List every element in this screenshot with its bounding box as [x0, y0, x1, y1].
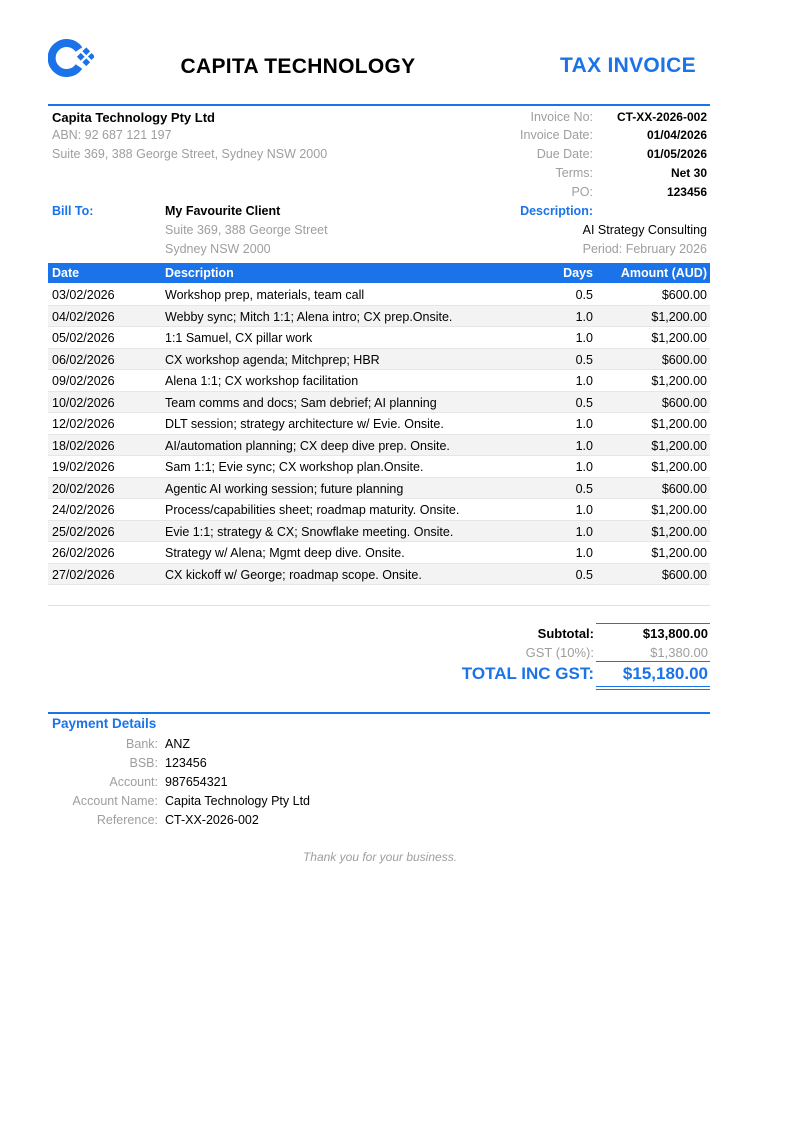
- terms-value: Net 30: [670, 166, 707, 180]
- total-double-rule: [596, 686, 710, 690]
- po-label: PO:: [571, 185, 593, 199]
- seller-name: Capita Technology Pty Ltd: [52, 110, 215, 125]
- reference-value: CT-XX-2026-002: [165, 813, 259, 827]
- payment-divider: [48, 712, 710, 714]
- client-address-line2: Sydney NSW 2000: [165, 242, 271, 256]
- row-days: 0.5: [575, 567, 593, 582]
- bank-label: Bank:: [126, 737, 158, 751]
- header-description: Description: [165, 266, 234, 280]
- account-label: Account:: [109, 775, 158, 789]
- row-amount: $1,200.00: [651, 417, 707, 431]
- account-value: 987654321: [165, 775, 228, 789]
- account-name-value: Capita Technology Pty Ltd: [165, 794, 311, 808]
- table-row: [48, 478, 710, 500]
- subtotal-value: $13,800.00: [642, 626, 708, 641]
- row-date: 12/02/2026: [52, 417, 115, 431]
- payment-details-title: Payment Details: [52, 716, 157, 731]
- row-date: 05/02/2026: [52, 331, 115, 345]
- table-row: [48, 564, 710, 586]
- row-date: 09/02/2026: [52, 374, 115, 388]
- row-amount: $1,200.00: [651, 546, 707, 560]
- row-date: 24/02/2026: [52, 503, 115, 517]
- row-days: 1.0: [575, 309, 593, 324]
- row-description: Team comms and docs; Sam debrief; AI planning: [165, 395, 437, 410]
- row-amount: $1,200.00: [651, 438, 707, 453]
- row-amount: $1,200.00: [651, 460, 707, 474]
- row-description: CX workshop agenda; Mitchprep; HBR: [165, 352, 380, 367]
- row-days: 1.0: [575, 374, 593, 388]
- table-row: [48, 392, 710, 414]
- table-row: [48, 542, 710, 564]
- account-name-label: Account Name:: [72, 794, 158, 808]
- subtotal-label: Subtotal:: [537, 626, 594, 641]
- table-row: [48, 413, 710, 435]
- table-row: [48, 370, 710, 392]
- row-amount: $600.00: [661, 567, 707, 582]
- seller-address: Suite 369, 388 George Street, Sydney NSW 2000: [52, 147, 328, 161]
- row-date: 04/02/2026: [52, 309, 115, 324]
- row-amount: $1,200.00: [651, 331, 707, 345]
- row-amount: $600.00: [661, 395, 707, 410]
- row-days: 1.0: [575, 460, 593, 474]
- invoice-no-label: Invoice No:: [530, 110, 593, 124]
- row-description: Evie 1:1; strategy & CX; Snowflake meeting. Onsite.: [165, 524, 454, 539]
- row-amount: $1,200.00: [651, 524, 707, 539]
- due-date-value: 01/05/2026: [646, 147, 707, 161]
- line-items-header: [48, 263, 710, 283]
- gst-label: GST (10%):: [525, 645, 594, 660]
- invoice-no-value: CT-XX-2026-002: [616, 110, 707, 124]
- row-amount: $1,200.00: [651, 309, 707, 324]
- table-row: [48, 499, 710, 521]
- client-name: My Favourite Client: [165, 204, 281, 218]
- table-row: [48, 456, 710, 478]
- bank-value: ANZ: [165, 737, 190, 751]
- table-end-divider: [48, 605, 710, 606]
- header-divider: [48, 104, 710, 106]
- row-description: AI/automation planning; CX deep dive prep. Onsite.: [165, 438, 450, 453]
- row-days: 0.5: [575, 395, 593, 410]
- table-row: [48, 284, 710, 306]
- row-description: CX kickoff w/ George; roadmap scope. Onsite.: [165, 567, 422, 582]
- row-days: 1.0: [575, 546, 593, 560]
- row-description: Process/capabilities sheet; roadmap maturity. Onsite.: [165, 503, 460, 517]
- client-address-line1: Suite 369, 388 George Street: [165, 223, 328, 237]
- header-days: Days: [563, 266, 593, 280]
- row-date: 19/02/2026: [52, 460, 115, 474]
- row-amount: $600.00: [661, 288, 707, 302]
- row-description: Webby sync; Mitch 1:1; Alena intro; CX prep.Onsite.: [165, 309, 453, 324]
- po-value: 123456: [666, 185, 707, 199]
- row-description: Agentic AI working session; future planning: [165, 481, 404, 496]
- row-amount: $600.00: [661, 481, 707, 496]
- table-row: [48, 435, 710, 457]
- row-days: 1.0: [575, 417, 593, 431]
- reference-label: Reference:: [96, 813, 158, 827]
- document-title: TAX INVOICE: [560, 54, 696, 77]
- row-amount: $1,200.00: [651, 374, 707, 388]
- row-date: 10/02/2026: [52, 395, 115, 410]
- row-description: DLT session; strategy architecture w/ Evie. Onsite.: [165, 417, 444, 431]
- line-items-table: [48, 284, 710, 585]
- row-date: 03/02/2026: [52, 288, 115, 302]
- row-days: 1.0: [575, 331, 593, 345]
- header-date: Date: [52, 266, 80, 280]
- bsb-label: BSB:: [129, 756, 158, 770]
- thank-you-note: Thank you for your business.: [302, 850, 458, 864]
- period-text: Period: February 2026: [582, 242, 707, 256]
- row-amount: $1,200.00: [651, 503, 707, 517]
- table-row: [48, 306, 710, 328]
- table-row: [48, 349, 710, 371]
- row-days: 0.5: [575, 288, 593, 302]
- terms-label: Terms:: [555, 166, 593, 180]
- total-label: TOTAL INC GST:: [461, 664, 594, 683]
- bsb-value: 123456: [165, 756, 207, 770]
- row-description: Strategy w/ Alena; Mgmt deep dive. Onsite.: [165, 546, 405, 560]
- total-value: $15,180.00: [622, 664, 708, 683]
- row-description: Alena 1:1; CX workshop facilitation: [165, 374, 359, 388]
- invoice-date-value: 01/04/2026: [646, 128, 707, 142]
- row-date: 20/02/2026: [52, 481, 115, 496]
- table-row: [48, 327, 710, 349]
- bill-to-label: Bill To:: [52, 204, 94, 218]
- table-row: [48, 521, 710, 543]
- header-amount: Amount (AUD): [620, 266, 707, 280]
- row-days: 1.0: [575, 503, 593, 517]
- description-value: AI Strategy Consulting: [582, 223, 707, 237]
- company-name-title: CAPITA TECHNOLOGY: [180, 55, 416, 78]
- invoice-date-label: Invoice Date:: [520, 128, 593, 142]
- row-date: 06/02/2026: [52, 352, 115, 367]
- description-label: Description:: [520, 204, 593, 218]
- row-date: 26/02/2026: [52, 546, 115, 560]
- row-date: 27/02/2026: [52, 567, 115, 582]
- row-days: 0.5: [575, 481, 593, 496]
- row-amount: $600.00: [661, 352, 707, 367]
- row-days: 1.0: [575, 438, 593, 453]
- row-description: Sam 1:1; Evie sync; CX workshop plan.Onsite.: [165, 460, 424, 474]
- row-days: 1.0: [575, 524, 593, 539]
- subtotal-rule: [596, 623, 710, 624]
- row-description: Workshop prep, materials, team call: [165, 288, 365, 302]
- row-description: 1:1 Samuel, CX pillar work: [165, 331, 313, 345]
- row-date: 25/02/2026: [52, 524, 115, 539]
- gst-rule: [596, 661, 710, 662]
- gst-value: $1,380.00: [650, 645, 708, 660]
- seller-abn: ABN: 92 687 121 197: [52, 128, 172, 142]
- row-days: 0.5: [575, 352, 593, 367]
- due-date-label: Due Date:: [536, 147, 593, 161]
- row-date: 18/02/2026: [52, 438, 115, 453]
